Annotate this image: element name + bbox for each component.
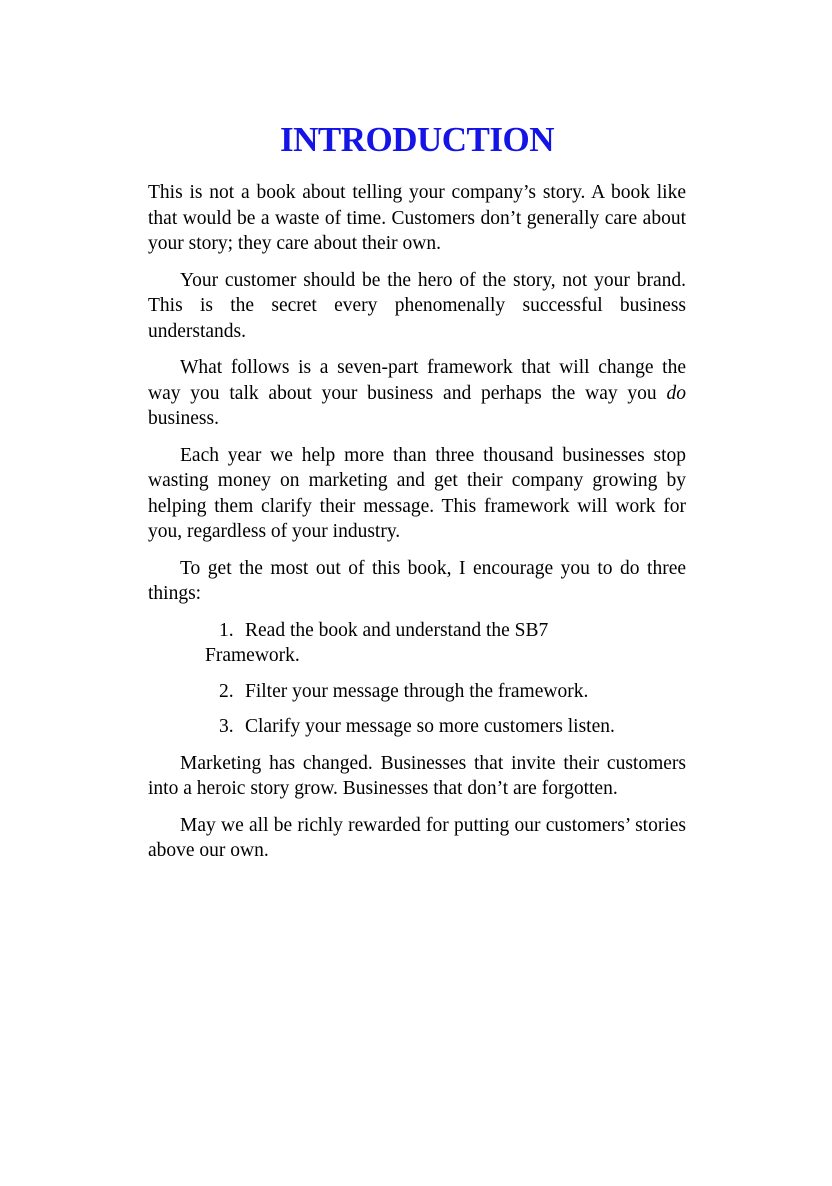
paragraph-framework <box>148 355 686 432</box>
paragraph-framework-text: What follows is a seven-part framework that will change the way you talk about your business and perhaps the way you <box>148 357 686 404</box>
list-item <box>205 618 615 669</box>
list-item-text: Clarify your message so more customers listen. <box>245 716 615 737</box>
paragraph-each-year: Each year we help more than three thousand businesses stop wasting money on marketing and get their company growing by helping them clarify their message. This framework will work for you, regardless of your industry. <box>148 444 686 542</box>
paragraph-opening: This is not a book about telling your company’s story. A book like that would be a waste of time. Customers don’t generally care about your story; they care about their own. <box>148 182 686 254</box>
page-content <box>148 118 686 875</box>
three-things-list <box>148 618 686 740</box>
paragraph-three-things: To get the most out of this book, I encourage you to do three things: <box>148 557 686 604</box>
paragraph-hero: Your customer should be the hero of the story, not your brand. This is the secret every phenomenally successful business understands. <box>148 269 686 342</box>
list-item-number: 3. <box>219 716 234 737</box>
list-item-text: Filter your message through the framework. <box>245 680 589 702</box>
paragraph-closing: May we all be richly rewarded for putting our customers’ stories above our own. <box>148 814 686 861</box>
list-item-number: 2. <box>219 680 234 702</box>
chapter-title: INTRODUCTION <box>279 120 555 159</box>
paragraph-marketing-changed: Marketing has changed. Businesses that invite their customers into a heroic story grow. Businesses that don’t are forgotten. <box>148 752 686 799</box>
list-item-number: 1. <box>219 619 234 641</box>
list-item-text: Read the book and understand the SB7 Framework. <box>205 619 549 666</box>
list-item <box>205 714 686 740</box>
paragraph-framework-emphasis: do <box>666 382 686 404</box>
list-item <box>205 679 686 705</box>
paragraph-framework-end: business. <box>148 408 219 429</box>
